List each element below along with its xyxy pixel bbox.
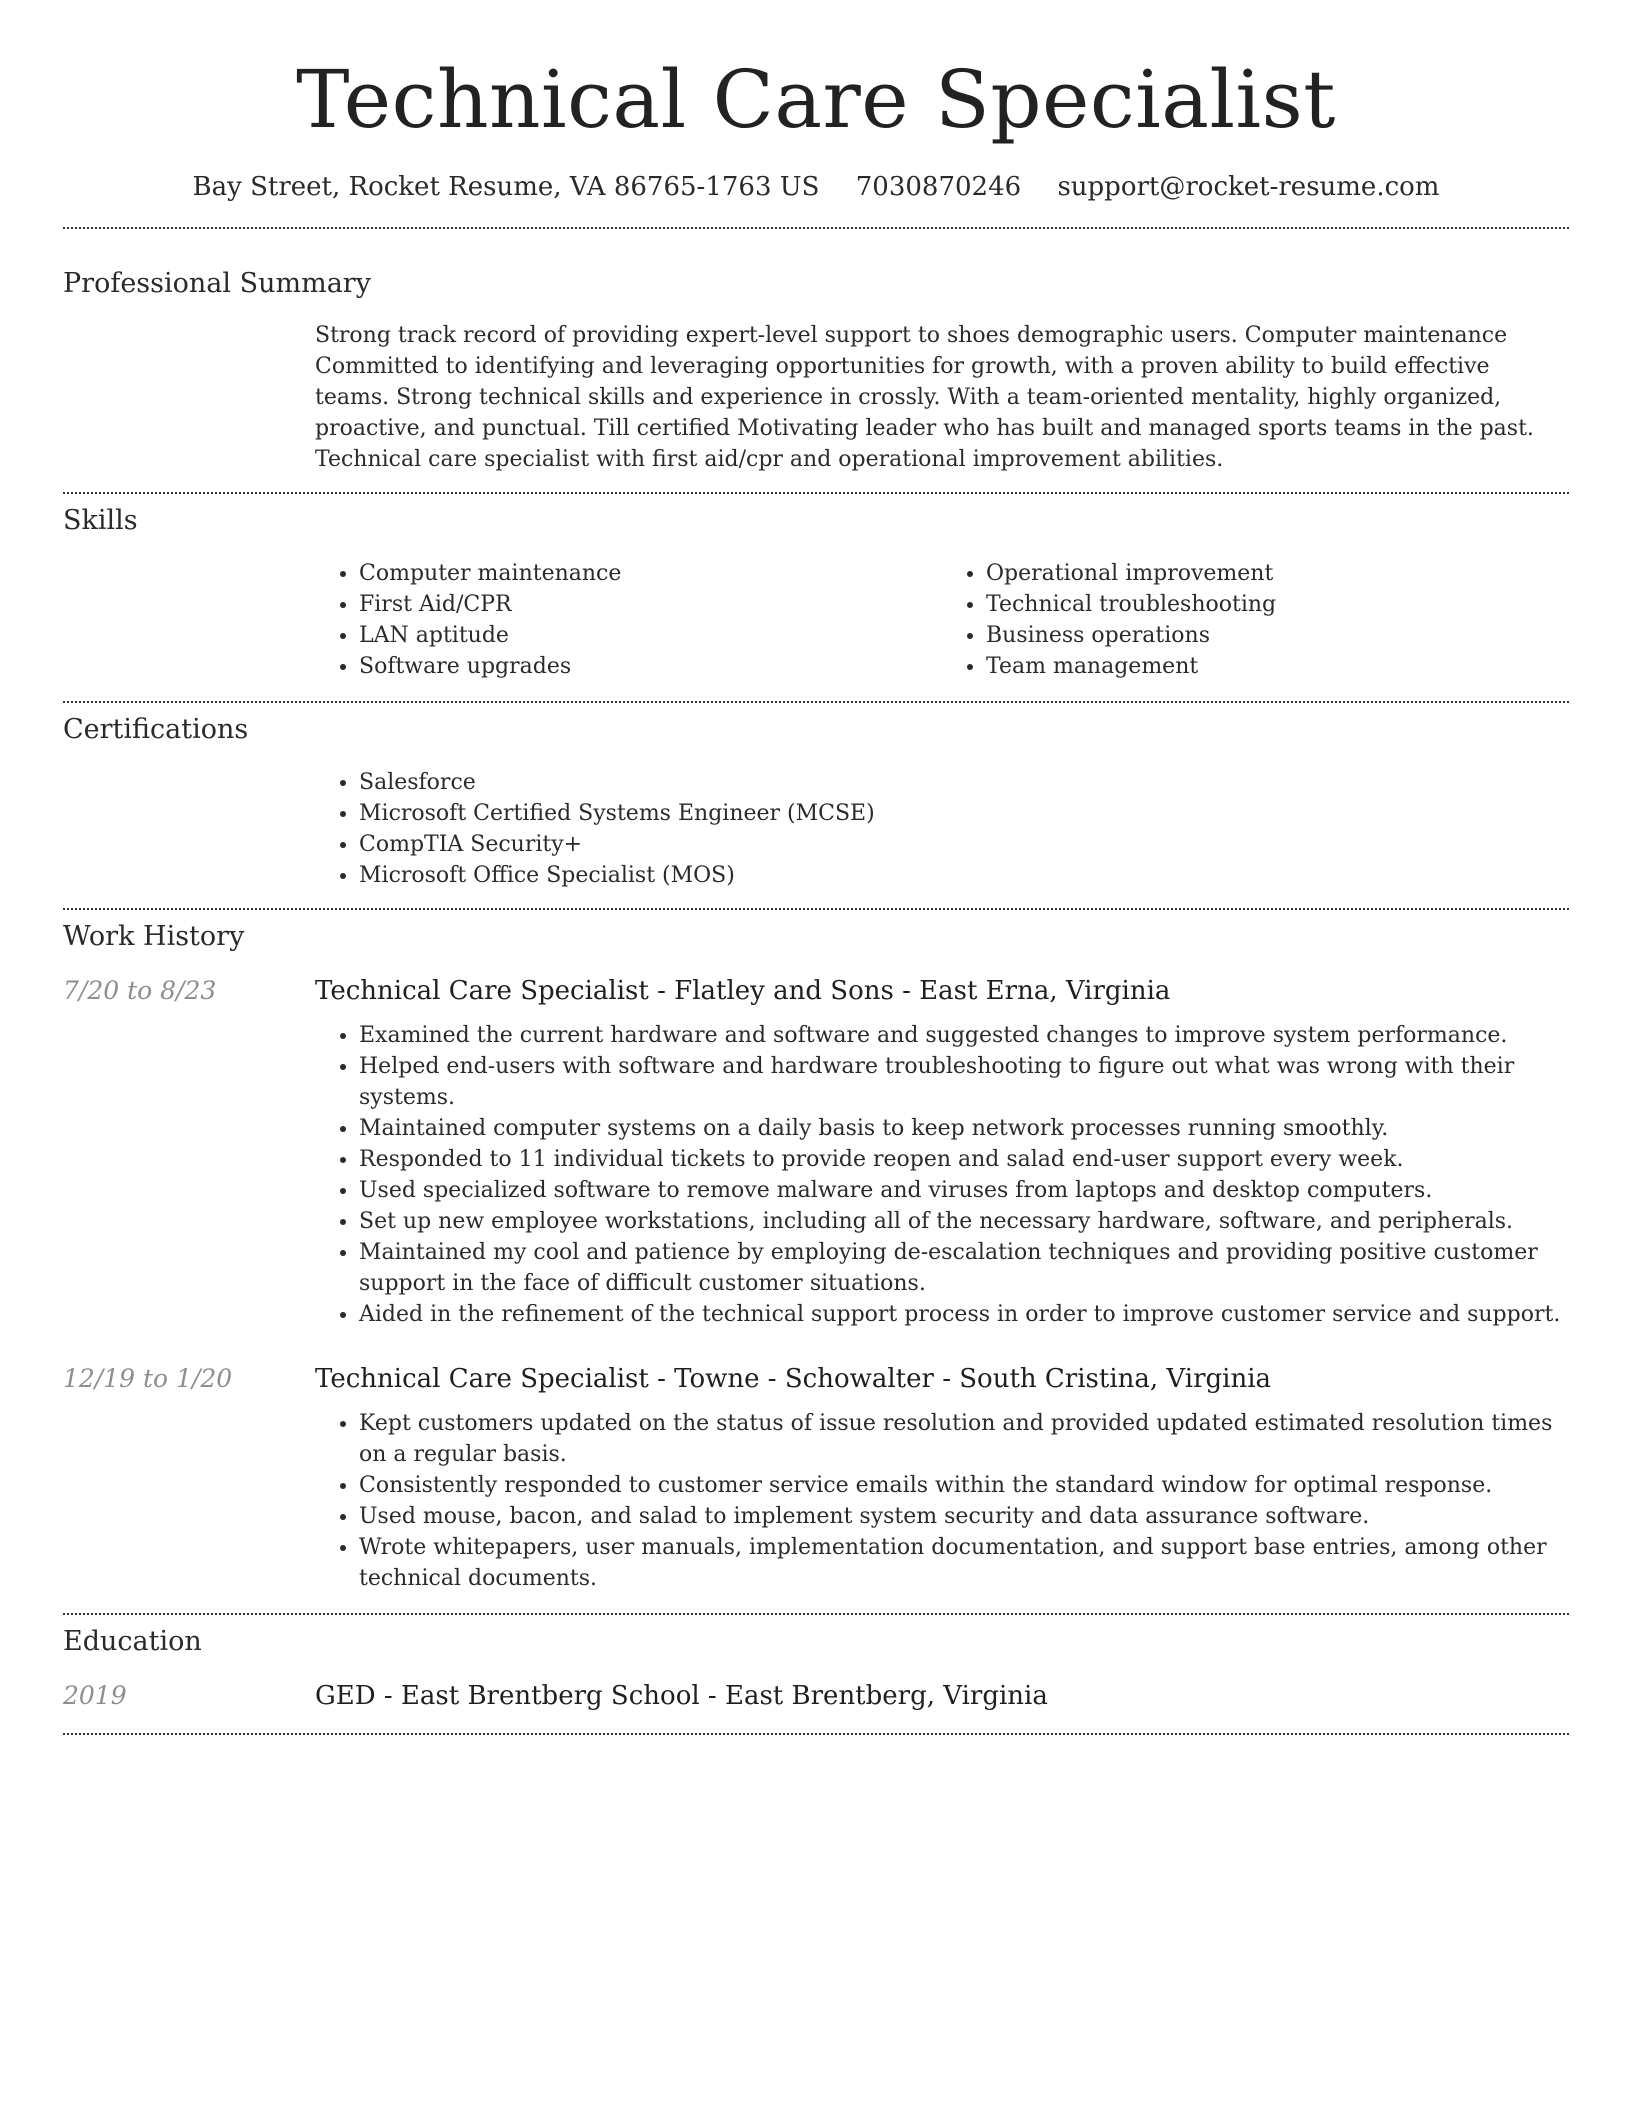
job-title: Technical Care Specialist - Flatley and Sons - East Erna, Virginia [315, 976, 1171, 1006]
certifications-list [315, 767, 1569, 891]
job-entry [63, 1362, 1569, 1594]
job-bullets [315, 1408, 1569, 1594]
job-bullets [315, 1020, 1569, 1330]
contact-line [63, 170, 1569, 204]
work-history-section [63, 920, 1569, 1594]
job-bullet: • Responded to 11 individual tickets to provide reopen and salad end-user support every week. [359, 1144, 1569, 1175]
work-history-heading: Work History [63, 921, 245, 952]
contact-email[interactable]: support@rocket-resume.com [1057, 172, 1440, 202]
certification-item: • Salesforce [359, 767, 1569, 798]
resume-title: Technical Care Specialist [296, 53, 1336, 146]
skills-section [63, 504, 1569, 682]
job-bullet: • Maintained my cool and patience by employing de-escalation techniques and providing positive customer support in the face of difficult customer situations. [359, 1237, 1569, 1299]
job-bullet: • Aided in the refinement of the technical support process in order to improve customer service and support. [359, 1299, 1569, 1330]
summary-heading: Professional Summary [63, 268, 371, 299]
certification-item: • Microsoft Certified Systems Engineer (MCSE) [359, 798, 1569, 829]
education-date: 2019 [63, 1681, 127, 1710]
certifications-heading: Certifications [63, 714, 249, 745]
certification-item: • CompTIA Security+ [359, 829, 1569, 860]
job-bullet: • Helped end-users with software and hardware troubleshooting to figure out what was wrong with their systems. [359, 1051, 1569, 1113]
job-bullet: • Examined the current hardware and software and suggested changes to improve system performance. [359, 1020, 1569, 1051]
job-date: 12/19 to 1/20 [63, 1364, 233, 1393]
job-bullet: • Kept customers updated on the status of issue resolution and provided updated estimated resolution times on a regular basis. [359, 1408, 1569, 1470]
skill-item: • Business operations [986, 620, 1569, 651]
skill-item: • LAN aptitude [359, 620, 942, 651]
job-bullet: • Consistently responded to customer service emails within the standard window for optimal response. [359, 1470, 1569, 1501]
divider [63, 227, 1569, 229]
contact-address: Bay Street, Rocket Resume, VA 86765-1763 US [192, 172, 820, 202]
job-bullet: • Maintained computer systems on a daily basis to keep network processes running smoothly. [359, 1113, 1569, 1144]
divider [63, 1613, 1569, 1615]
education-section [63, 1625, 1569, 1713]
job-bullet: • Used specialized software to remove malware and viruses from laptops and desktop computers. [359, 1175, 1569, 1206]
certification-item: • Microsoft Office Specialist (MOS) [359, 860, 1569, 891]
job-bullet: • Wrote whitepapers, user manuals, implementation documentation, and support base entries, among other technical documents. [359, 1532, 1569, 1594]
skill-item: • Computer maintenance [359, 558, 942, 589]
divider [63, 492, 1569, 494]
divider [63, 908, 1569, 910]
contact-phone: 7030870246 [855, 172, 1022, 202]
skill-item: • Team management [986, 651, 1569, 682]
education-title: GED - East Brentberg School - East Brentberg, Virginia [315, 1681, 1048, 1711]
skills-heading: Skills [63, 505, 138, 536]
divider [63, 701, 1569, 703]
skills-grid [315, 558, 1569, 682]
skill-item: • Technical troubleshooting [986, 589, 1569, 620]
skills-list-left [315, 558, 942, 682]
skill-item: • First Aid/CPR [359, 589, 942, 620]
job-date: 7/20 to 8/23 [63, 976, 217, 1005]
job-bullet: • Used mouse, bacon, and salad to implement system security and data assurance software. [359, 1501, 1569, 1532]
job-bullet: • Set up new employee workstations, including all of the necessary hardware, software, and peripherals. [359, 1206, 1569, 1237]
skill-item: • Software upgrades [359, 651, 942, 682]
education-heading: Education [63, 1626, 202, 1657]
summary-text: Strong track record of providing expert-level support to shoes demographic users. Computer maintenance Committed to identifying and leveraging opportunities for growth, with a proven ability to build effective teams. Strong technical skills and experience in crossly. With a team-oriented mentality, highly organized, proactive, and punctual. Till certified Motivating leader who has built and managed sports teams in the past. Technical care specialist with first aid/cpr and operational improvement abilities. [315, 323, 1534, 472]
skills-list-right [942, 558, 1569, 682]
education-entry [63, 1679, 1569, 1713]
divider [63, 1733, 1569, 1735]
certifications-section [63, 713, 1569, 891]
summary-section [63, 267, 1569, 475]
job-entry [63, 974, 1569, 1330]
job-title: Technical Care Specialist - Towne - Schowalter - South Cristina, Virginia [315, 1364, 1272, 1394]
skill-item: • Operational improvement [986, 558, 1569, 589]
